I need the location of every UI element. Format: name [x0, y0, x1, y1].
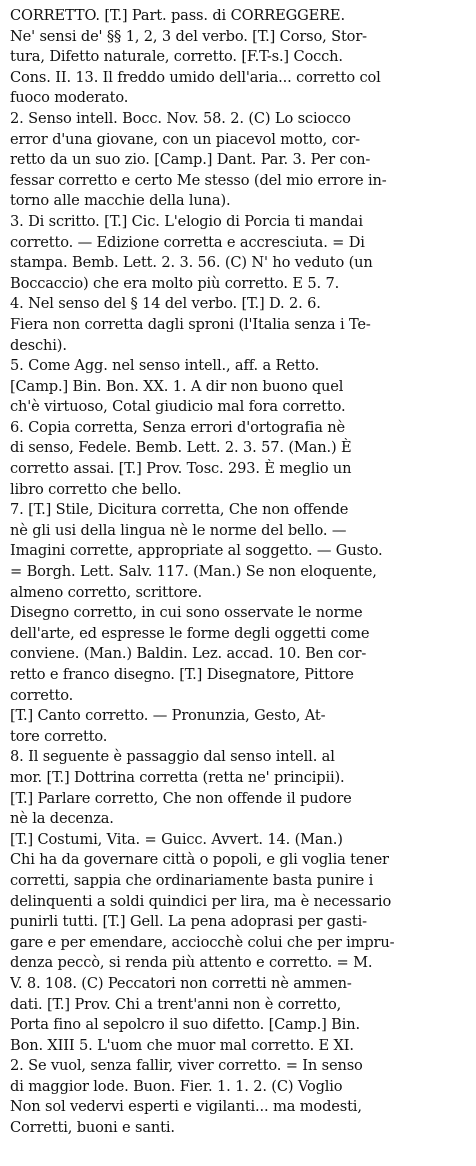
- text-line: Ne' sensi de' §§ 1, 2, 3 del verbo. [T.] Corso, Stor-: [10, 27, 367, 45]
- text-line: Fiera non corretta dagli sproni (l'Italia senza i Te-: [10, 315, 371, 333]
- text-line: dati. [T.] Prov. Chi a trent'anni non è corretto,: [10, 995, 342, 1013]
- text-line: fessar corretto e certo Me stesso (del mio errore in-: [10, 171, 387, 189]
- text-line: 3. Di scritto. [T.] Cic. L'elogio di Porcia ti mandai: [10, 212, 363, 230]
- text-line: [T.] Parlare corretto, Che non offende il pudore: [10, 789, 352, 807]
- text-line: corretto.: [10, 686, 74, 704]
- text-line: corretto assai. [T.] Prov. Tosc. 293. È meglio un: [10, 460, 352, 478]
- text-line: CORRETTO. [T.] Part. pass. di CORREGGERE.: [10, 7, 345, 24]
- text-line: Boccaccio) che era molto più corretto. E 5. 7.: [10, 274, 340, 292]
- text-line: fuoco moderato.: [10, 89, 129, 107]
- text-line: stampa. Bemb. Lett. 2. 3. 56. (C) N' ho veduto (un: [10, 254, 373, 272]
- text-line: 5. Come Agg. nel senso intell., aff. a Retto.: [10, 357, 320, 375]
- text-line: ch'è virtuoso, Cotal giudicio mal fora corretto.: [10, 398, 346, 416]
- text-line: Bon. XIII 5. L'uom che muor mal corretto. E XI.: [10, 1036, 354, 1054]
- text-line: di maggior lode. Buon. Fier. 1. 1. 2. (C) Voglio: [10, 1077, 343, 1095]
- text-line: mor. [T.] Dottrina corretta (retta ne' principii).: [10, 768, 345, 786]
- text-line: almeno corretto, scrittore.: [10, 583, 203, 601]
- text-line: delinquenti a soldi quindici per lira, ma è necessario: [10, 892, 392, 910]
- text-line: torno alle macchie della luna).: [10, 192, 231, 210]
- text-line: nè gli usi della lingua nè le norme del bello. —: [10, 521, 347, 539]
- text-line: Imagini corrette, appropriate al soggetto. — Gusto.: [10, 542, 383, 560]
- text-line: Non sol vedervi esperti e vigilanti... ma modesti,: [10, 1098, 362, 1116]
- text-line: [T.] Costumi, Vita. = Guicc. Avvert. 14. (Man.): [10, 830, 343, 848]
- text-line: Porta fino al sepolcro il suo difetto. [Camp.] Bin.: [10, 1016, 360, 1034]
- text-line: 7. [T.] Stile, Dicitura corretta, Che non offende: [10, 501, 349, 519]
- text-line: [T.] Canto corretto. — Pronunzia, Gesto, At-: [10, 707, 326, 725]
- text-line: retto da un suo zio. [Camp.] Dant. Par. 3. Per con-: [10, 151, 371, 169]
- text-line: nè la decenza.: [10, 810, 114, 828]
- text-line: corretto. — Edizione corretta e accresciuta. = Di: [10, 233, 365, 251]
- text-line: libro corretto che bello.: [10, 480, 182, 498]
- text-line: tura, Difetto naturale, corretto. [F.T-s.] Cocch.: [10, 48, 343, 66]
- text-line: Disegno corretto, in cui sono osservate le norme: [10, 604, 363, 622]
- text-line: di senso, Fedele. Bemb. Lett. 2. 3. 57. (Man.) È: [10, 439, 352, 457]
- text-line: retto e franco disegno. [T.] Disegnatore, Pittore: [10, 666, 354, 683]
- text-line: 2. Se vuol, senza fallir, viver corretto. = In senso: [10, 1057, 363, 1075]
- text-line: Cons. II. 13. Il freddo umido dell'aria... corretto col: [10, 68, 381, 86]
- text-line: 6. Copia corretta, Senza errori d'ortografia nè: [10, 418, 346, 436]
- text-line: [Camp.] Bin. Bon. XX. 1. A dir non buono quel: [10, 377, 344, 395]
- text-line: denza peccò, si renda più attento e corretto. = M.: [10, 954, 373, 972]
- text-line: = Borgh. Lett. Salv. 117. (Man.) Se non eloquente,: [10, 563, 377, 581]
- text-line: conviene. (Man.) Baldin. Lez. accad. 10. Ben cor-: [10, 645, 367, 663]
- text-line: 8. Il seguente è passaggio dal senso intell. al: [10, 748, 335, 766]
- text-line: Corretti, buoni e santi.: [10, 1119, 175, 1137]
- text-line: gare e per emendare, acciocchè colui che per impru-: [10, 933, 395, 951]
- text-line: error d'una giovane, con un piacevol motto, cor-: [10, 130, 360, 148]
- text-line: deschi).: [10, 336, 67, 354]
- text-line: 4. Nel senso del § 14 del verbo. [T.] D. 2. 6.: [10, 295, 321, 313]
- text-line: 2. Senso intell. Bocc. Nov. 58. 2. (C) Lo sciocco: [10, 109, 351, 127]
- text-line: Chi ha da governare città o popoli, e gli voglia tener: [10, 851, 389, 869]
- text-line: punirli tutti. [T.] Gell. La pena adoprasi per gasti-: [10, 913, 367, 931]
- text-line: corretti, sappia che ordinariamente basta punire i: [10, 871, 374, 889]
- text-line: dell'arte, ed espresse le forme degli oggetti come: [10, 624, 370, 642]
- dictionary-entry-corretto: [10, 6, 468, 1139]
- text-line: tore corretto.: [10, 727, 108, 745]
- text-line: V. 8. 108. (C) Peccatori non corretti nè ammen-: [10, 974, 352, 992]
